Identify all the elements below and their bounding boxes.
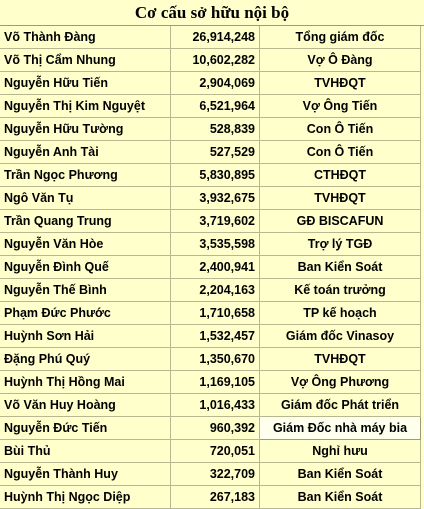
holder-name-cell[interactable]: Trần Quang Trung bbox=[0, 210, 171, 233]
holder-name-cell[interactable]: Võ Thành Đàng bbox=[0, 26, 171, 49]
shares-cell[interactable]: 267,183 bbox=[171, 486, 260, 509]
table-row bbox=[0, 302, 421, 325]
shares-cell[interactable]: 1,350,670 bbox=[171, 348, 260, 371]
holder-name-cell[interactable]: Võ Thị Cẩm Nhung bbox=[0, 49, 171, 72]
table-row bbox=[0, 210, 421, 233]
table-row bbox=[0, 463, 421, 486]
table-row bbox=[0, 164, 421, 187]
shares-cell[interactable]: 1,710,658 bbox=[171, 302, 260, 325]
holder-name-cell[interactable]: Nguyễn Thành Huy bbox=[0, 463, 171, 486]
role-cell[interactable]: GĐ BISCAFUN bbox=[260, 210, 421, 233]
shares-cell[interactable]: 10,602,282 bbox=[171, 49, 260, 72]
holder-name-cell[interactable]: Nguyễn Anh Tài bbox=[0, 141, 171, 164]
holder-name-cell[interactable]: Ngô Văn Tụ bbox=[0, 187, 171, 210]
holder-name-cell[interactable]: Bùi Thủ bbox=[0, 440, 171, 463]
shares-cell[interactable]: 322,709 bbox=[171, 463, 260, 486]
shares-cell[interactable]: 26,914,248 bbox=[171, 26, 260, 49]
shares-cell[interactable]: 3,535,598 bbox=[171, 233, 260, 256]
shares-cell[interactable]: 720,051 bbox=[171, 440, 260, 463]
shares-cell[interactable]: 1,016,433 bbox=[171, 394, 260, 417]
table-row bbox=[0, 233, 421, 256]
role-cell[interactable]: Vợ Ô Đàng bbox=[260, 49, 421, 72]
table-row bbox=[0, 325, 421, 348]
role-cell[interactable]: TVHĐQT bbox=[260, 348, 421, 371]
shares-cell[interactable]: 5,830,895 bbox=[171, 164, 260, 187]
table-row bbox=[0, 279, 421, 302]
role-cell[interactable]: Ban Kiển Soát bbox=[260, 486, 421, 509]
table-row bbox=[0, 371, 421, 394]
ownership-table bbox=[0, 26, 421, 509]
role-cell[interactable]: Con Ô Tiến bbox=[260, 141, 421, 164]
holder-name-cell[interactable]: Nguyễn Đình Quế bbox=[0, 256, 171, 279]
holder-name-cell[interactable]: Nguyễn Thị Kim Nguyệt bbox=[0, 95, 171, 118]
holder-name-cell[interactable]: Phạm Đức Phước bbox=[0, 302, 171, 325]
table-row bbox=[0, 187, 421, 210]
shares-cell[interactable]: 2,904,069 bbox=[171, 72, 260, 95]
table-row bbox=[0, 49, 421, 72]
role-cell[interactable]: Giám đốc Vinasoy bbox=[260, 325, 421, 348]
table-row bbox=[0, 95, 421, 118]
table-row bbox=[0, 256, 421, 279]
role-cell[interactable]: Ban Kiển Soát bbox=[260, 256, 421, 279]
table-row bbox=[0, 394, 421, 417]
table-row bbox=[0, 72, 421, 95]
holder-name-cell[interactable]: Huỳnh Sơn Hải bbox=[0, 325, 171, 348]
table-row bbox=[0, 118, 421, 141]
role-cell[interactable]: Giám Đốc nhà máy bia bbox=[260, 417, 421, 440]
holder-name-cell[interactable]: Võ Văn Huy Hoàng bbox=[0, 394, 171, 417]
table-row bbox=[0, 486, 421, 509]
role-cell[interactable]: Trợ lý TGĐ bbox=[260, 233, 421, 256]
holder-name-cell[interactable]: Huỳnh Thị Ngọc Diệp bbox=[0, 486, 171, 509]
role-cell[interactable]: Kế toán trưởng bbox=[260, 279, 421, 302]
holder-name-cell[interactable]: Nguyễn Hữu Tường bbox=[0, 118, 171, 141]
shares-cell[interactable]: 3,932,675 bbox=[171, 187, 260, 210]
shares-cell[interactable]: 2,204,163 bbox=[171, 279, 260, 302]
role-cell[interactable]: CTHĐQT bbox=[260, 164, 421, 187]
table-row bbox=[0, 348, 421, 371]
role-cell[interactable]: TP kế hoạch bbox=[260, 302, 421, 325]
role-cell[interactable]: Giám đốc Phát triển bbox=[260, 394, 421, 417]
holder-name-cell[interactable]: Nguyễn Văn Hòe bbox=[0, 233, 171, 256]
table-body bbox=[0, 26, 421, 509]
holder-name-cell[interactable]: Đặng Phú Quý bbox=[0, 348, 171, 371]
shares-cell[interactable]: 527,529 bbox=[171, 141, 260, 164]
role-cell[interactable]: Vợ Ông Phương bbox=[260, 371, 421, 394]
shares-cell[interactable]: 1,532,457 bbox=[171, 325, 260, 348]
shares-cell[interactable]: 960,392 bbox=[171, 417, 260, 440]
role-cell[interactable]: Nghỉ hưu bbox=[260, 440, 421, 463]
role-cell[interactable]: Vợ Ông Tiến bbox=[260, 95, 421, 118]
role-cell[interactable]: Con Ô Tiến bbox=[260, 118, 421, 141]
page-title: Cơ cấu sở hữu nội bộ bbox=[0, 0, 424, 26]
table-row bbox=[0, 417, 421, 440]
shares-cell[interactable]: 1,169,105 bbox=[171, 371, 260, 394]
holder-name-cell[interactable]: Huỳnh Thị Hồng Mai bbox=[0, 371, 171, 394]
table-row bbox=[0, 440, 421, 463]
shares-cell[interactable]: 2,400,941 bbox=[171, 256, 260, 279]
shares-cell[interactable]: 6,521,964 bbox=[171, 95, 260, 118]
role-cell[interactable]: Ban Kiển Soát bbox=[260, 463, 421, 486]
role-cell[interactable]: Tổng giám đốc bbox=[260, 26, 421, 49]
shares-cell[interactable]: 528,839 bbox=[171, 118, 260, 141]
table-row bbox=[0, 26, 421, 49]
holder-name-cell[interactable]: Nguyễn Hữu Tiến bbox=[0, 72, 171, 95]
holder-name-cell[interactable]: Nguyễn Đức Tiến bbox=[0, 417, 171, 440]
role-cell[interactable]: TVHĐQT bbox=[260, 187, 421, 210]
table-row bbox=[0, 141, 421, 164]
holder-name-cell[interactable]: Nguyễn Thế Bình bbox=[0, 279, 171, 302]
holder-name-cell[interactable]: Trần Ngọc Phương bbox=[0, 164, 171, 187]
role-cell[interactable]: TVHĐQT bbox=[260, 72, 421, 95]
shares-cell[interactable]: 3,719,602 bbox=[171, 210, 260, 233]
